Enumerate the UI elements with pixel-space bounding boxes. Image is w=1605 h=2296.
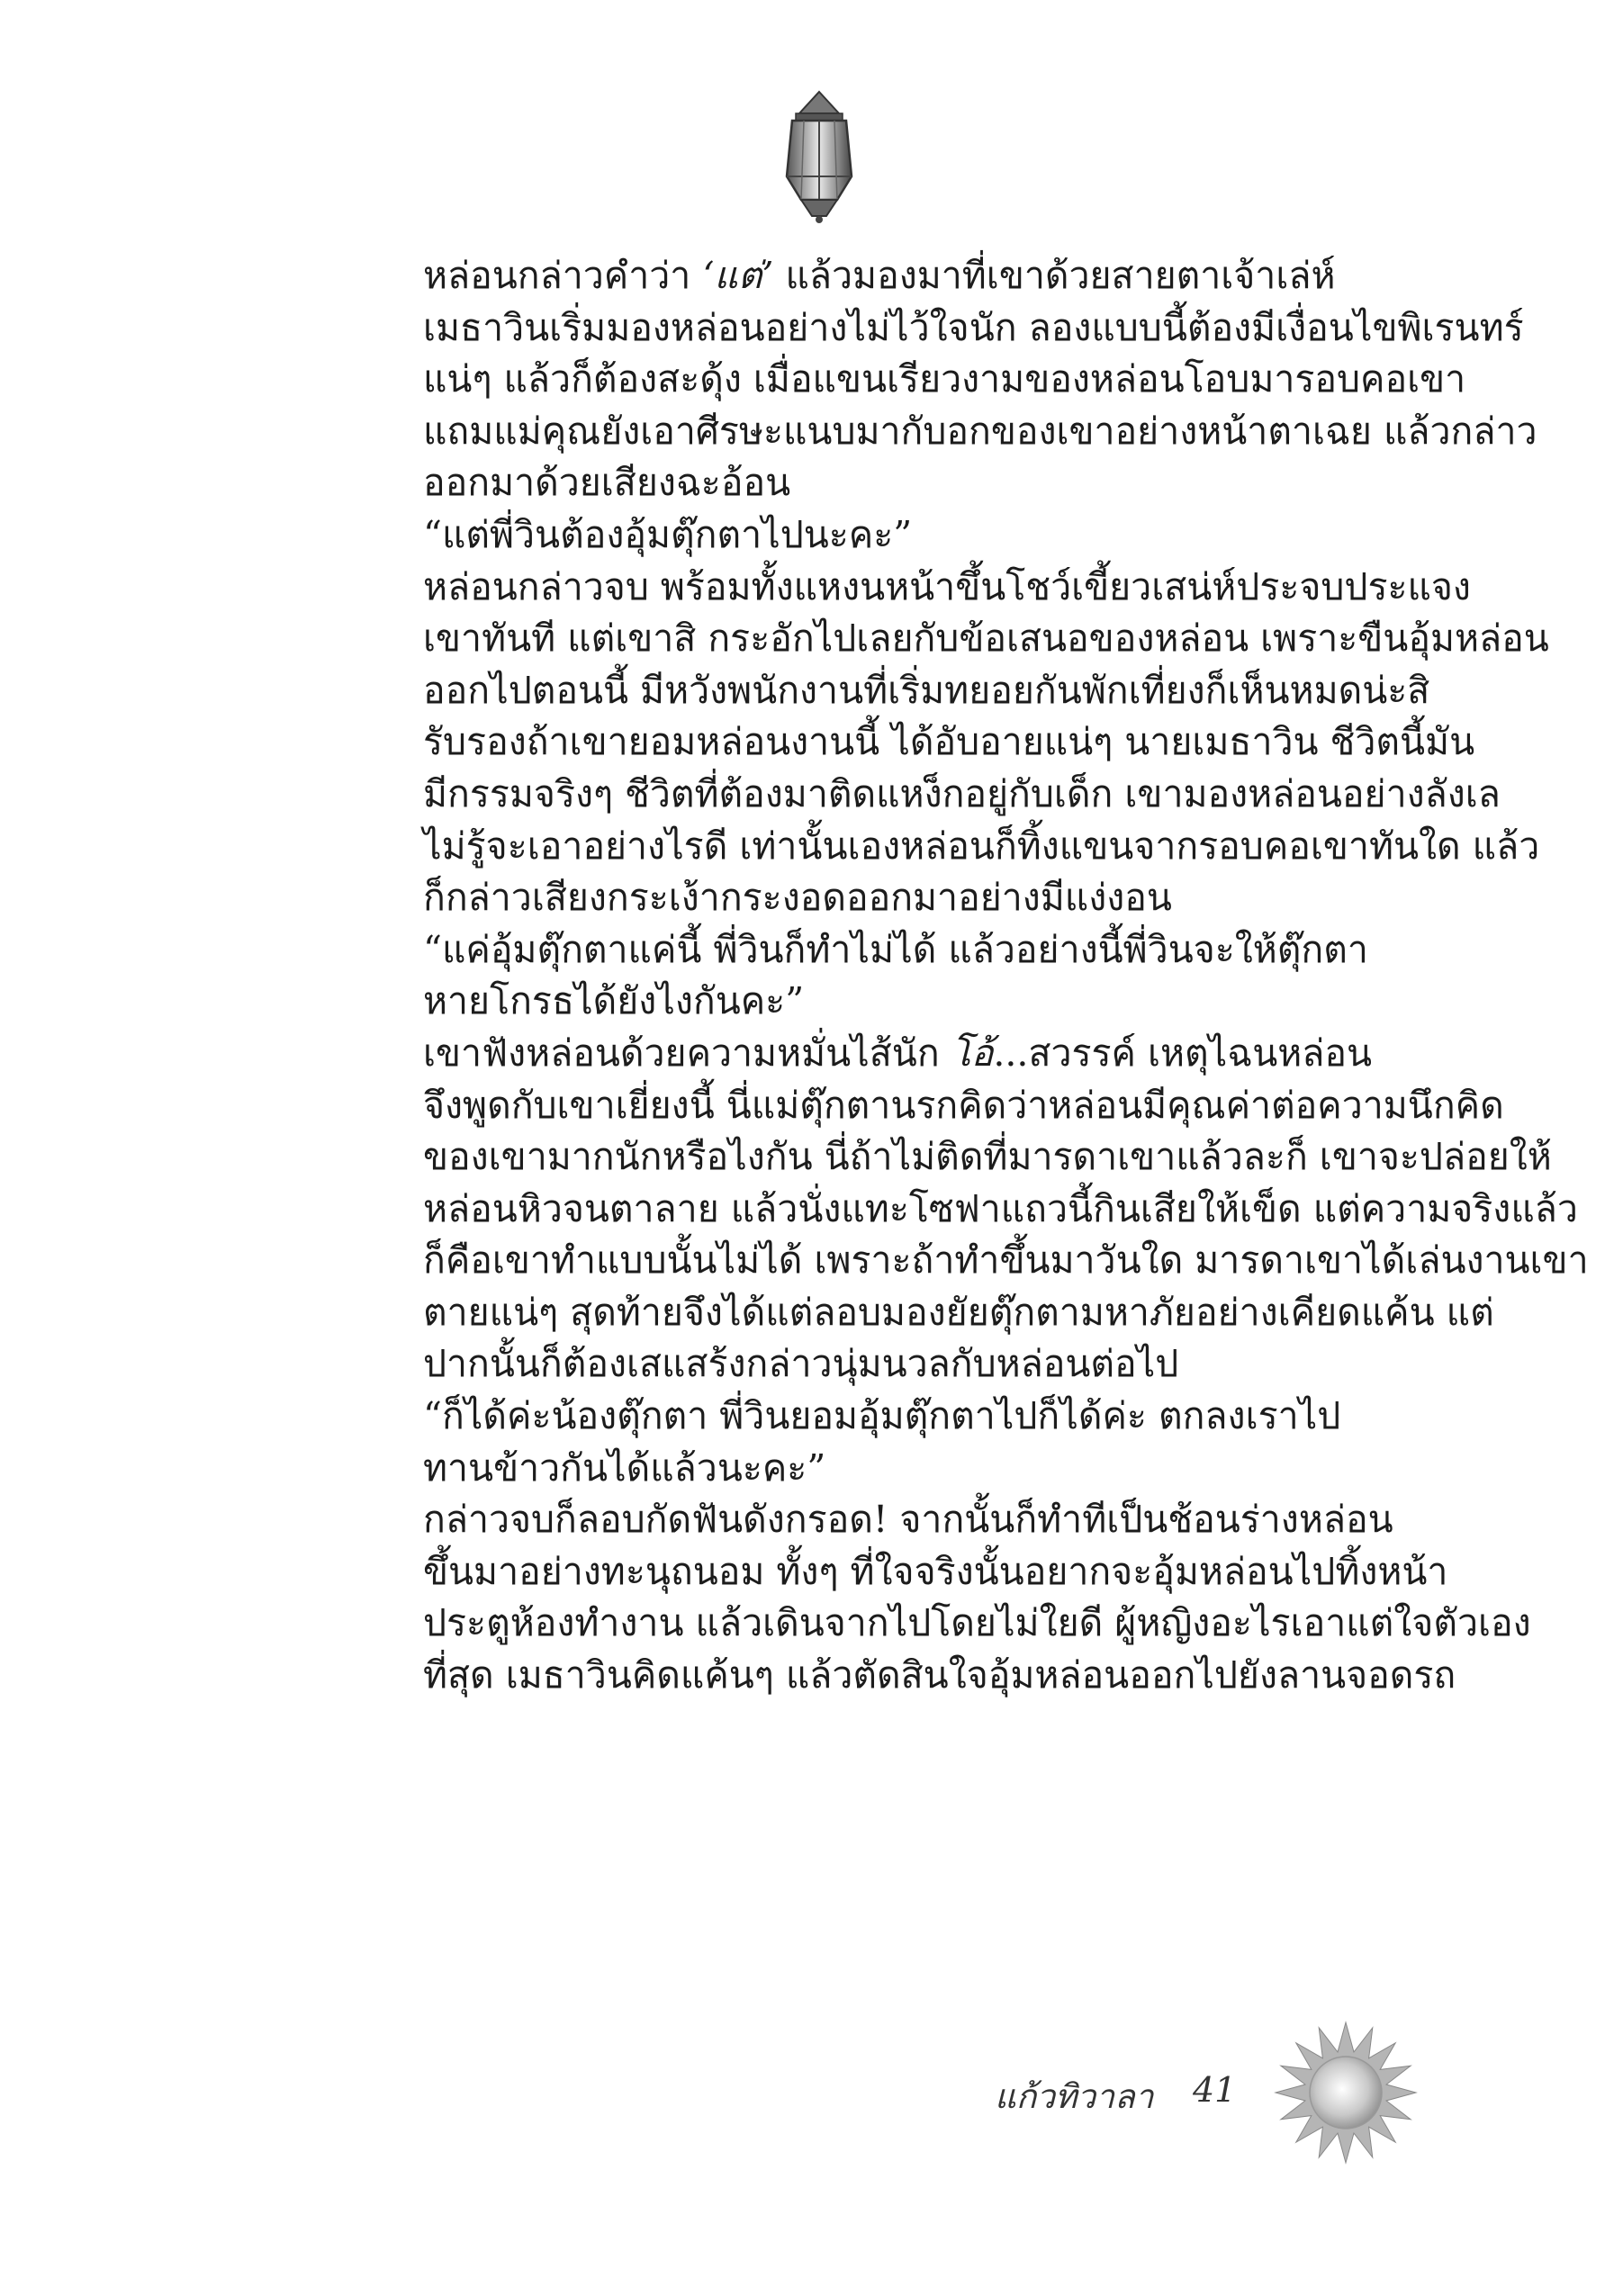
- text-line: [270, 872, 1404, 924]
- text-line: [270, 924, 1404, 977]
- text-line: [270, 1598, 1531, 1650]
- text-line: [270, 821, 1540, 873]
- text-line: [270, 769, 1501, 821]
- text-segment: “แต่พี่วินต้องอุ้มตุ๊กตาไปนะคะ”: [423, 512, 913, 556]
- text-segment: ออกไปตอนนี้ มีหวังพนักงานที่เริ่มทยอยกันพักเที่ยงก็เห็นหมดน่ะสิ: [423, 668, 1430, 712]
- text-segment: ก็กล่าวเสียงกระเง้ากระงอดออกมาอย่างมีแง่งอน: [423, 876, 1172, 920]
- text-segment: กล่าวจบก็ลอบกัดฟันดังกรอด! จากนั้นก็ทำทีเป็นช้อนร่างหล่อน: [423, 1498, 1393, 1542]
- text-line: [270, 1546, 1448, 1598]
- text-segment: เขาทันที แต่เขาสิ กระอักไปเลยกับข้อเสนอของหล่อน เพราะขืนอุ้มหล่อน: [423, 617, 1549, 661]
- text-line: [270, 302, 1524, 355]
- text-segment: ทานข้าวกันได้แล้วนะคะ”: [423, 1445, 826, 1490]
- text-segment: มีกรรมจริงๆ ชีวิตที่ต้องมาติดแหง็กอยู่กับเด็ก เขามองหล่อนอย่างลังเล: [423, 771, 1501, 815]
- text-line: [270, 1338, 1404, 1391]
- text-line: [270, 976, 1404, 1028]
- text-segment: ไม่รู้จะเอาอย่างไรดี เท่านั้นเองหล่อนก็ทิ้งแขนจากรอบคอเขาทันใด แล้ว: [423, 824, 1540, 868]
- text-segment: รับรองถ้าเขายอมหล่อนงานนี้ ได้อับอายแน่ๆ นายเมธาวิน ชีวิตนี้มัน: [423, 720, 1475, 764]
- text-segment: ที่สุด เมธาวินคิดแค้นๆ แล้วตัดสินใจอุ้มหล่อนออกไปยังลานจอดรถ: [423, 1653, 1456, 1697]
- text-line: [270, 613, 1549, 665]
- text-line: [270, 406, 1537, 458]
- text-line: [270, 1131, 1552, 1184]
- text-segment: “แค่อุ้มตุ๊กตาแค่นี้ พี่วินก็ทำไม่ได้ แล้วอย่างนี้พี่วินจะให้ตุ๊กตา: [423, 927, 1368, 971]
- text-segment: ประตูห้องทำงาน แล้วเดินจากไปโดยไม่ใยดี ผู้หญิงอะไรเอาแต่ใจตัวเอง: [423, 1601, 1531, 1645]
- italic-text: ‘แต่’: [702, 254, 774, 297]
- text-segment: แถมแม่คุณยังเอาศีรษะแนบมากับอกของเขาอย่างหน้าตาเฉย แล้วกล่าว: [423, 409, 1537, 453]
- text-segment: แล้วมองมาที่เขาด้วยสายตาเจ้าเล่ห์: [773, 254, 1336, 297]
- text-line: [270, 250, 1404, 302]
- text-segment: เมธาวินเริ่มมองหล่อนอย่างไม่ไว้ใจนัก ลองแบบนี้ต้องมีเงื่อนไขพิเรนทร์: [423, 305, 1524, 349]
- paragraph: [270, 1028, 1589, 1391]
- italic-text: โอ้: [951, 1031, 994, 1075]
- text-segment: ปากนั้นก็ต้องเสแสร้งกล่าวนุ่มนวลกับหล่อนต่อไป: [423, 1342, 1179, 1386]
- sunburst-icon: [1274, 2021, 1418, 2165]
- text-segment: จึงพูดกับเขาเยี่ยงนี้ นี่แม่ตุ๊กตานรกคิดว่าหล่อนมีคุณค่าต่อความนึกคิด: [423, 1083, 1504, 1127]
- text-segment: เขาฟังหล่อนด้วยความหมั่นไส้นัก: [423, 1031, 951, 1075]
- text-segment: แน่ๆ แล้วก็ต้องสะดุ้ง เมื่อแขนเรียวงามของหล่อนโอบมารอบคอเขา: [423, 357, 1466, 401]
- text-segment: หล่อนหิวจนตาลาย แล้วนั่งแทะโซฟาแถวนี้กินเสียให้เข็ด แต่ความจริงแล้ว: [423, 1186, 1578, 1230]
- paragraph: [270, 1494, 1531, 1701]
- text-line: [270, 1391, 1404, 1443]
- text-segment: หล่อนกล่าวคำว่า: [423, 254, 703, 297]
- text-line: [270, 1028, 1404, 1080]
- book-title: แก้วทิวาลา: [995, 2077, 1154, 2116]
- lantern-icon: [774, 90, 864, 225]
- body-text: [270, 250, 1589, 1702]
- text-segment: หายโกรธได้ยังไงกันคะ”: [423, 979, 805, 1023]
- paragraph: [270, 924, 1404, 1028]
- paragraph: [270, 250, 1537, 509]
- text-line: [270, 509, 1404, 562]
- text-line: [270, 457, 1404, 509]
- text-segment: “ก็ได้ค่ะน้องตุ๊กตา พี่วินยอมอุ้มตุ๊กตาไปก็ได้ค่ะ ตกลงเราไป: [423, 1394, 1341, 1438]
- paragraph: [270, 562, 1549, 924]
- text-line: [270, 1080, 1504, 1132]
- paragraph: [270, 509, 1404, 562]
- text-line: [270, 1235, 1589, 1287]
- text-line: [270, 1494, 1404, 1546]
- text-segment: หล่อนกล่าวจบ พร้อมทั้งแหงนหน้าขึ้นโชว์เขี้ยวเสน่ห์ประจบประแจง: [423, 564, 1471, 608]
- text-segment: ก็คือเขาทำแบบนั้นไม่ได้ เพราะถ้าทำขึ้นมาวันใด มารดาเขาได้เล่นงานเขา: [423, 1238, 1589, 1283]
- text-segment: ตายแน่ๆ สุดท้ายจึงได้แต่ลอบมองยัยตุ๊กตามหาภัยอย่างเคียดแค้น แต่: [423, 1290, 1494, 1334]
- text-segment: ...สวรรค์ เหตุไฉนหล่อน: [993, 1031, 1373, 1075]
- page-number: 41: [1193, 2070, 1237, 2110]
- paragraph: [270, 1391, 1404, 1494]
- text-line: [270, 1287, 1494, 1339]
- text-line: [270, 562, 1471, 614]
- text-segment: ขึ้นมาอย่างทะนุถนอม ทั้งๆ ที่ใจจริงนั้นอยากจะอุ้มหล่อนไปทิ้งหน้า: [423, 1549, 1448, 1593]
- text-line: [270, 1184, 1578, 1236]
- text-line: [270, 716, 1475, 769]
- text-line: [270, 1650, 1456, 1702]
- text-segment: ออกมาด้วยเสียงฉะอ้อน: [423, 461, 791, 505]
- text-segment: ของเขามากนักหรือไงกัน นี่ถ้าไม่ติดที่มารดาเขาแล้วละก็ เขาจะปล่อยให้: [423, 1135, 1552, 1179]
- text-line: [270, 1443, 1404, 1495]
- text-line: [270, 354, 1466, 406]
- text-line: [270, 665, 1430, 717]
